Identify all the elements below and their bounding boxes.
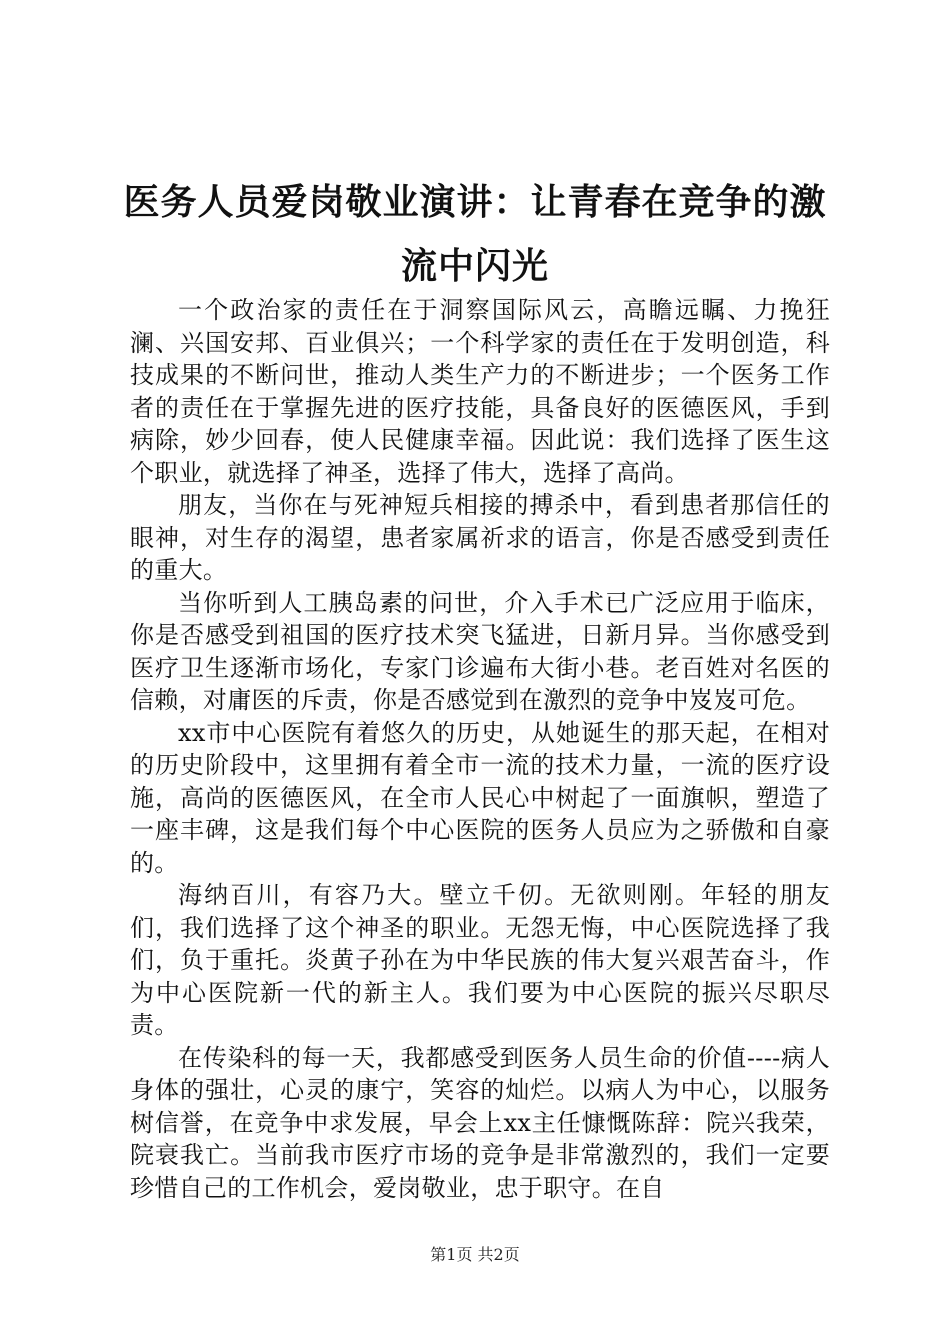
paragraph-4: xx市中心医院有着悠久的历史，从她诞生的那天起，在相对的历史阶段中，这里拥有着全市一流的技术力量，一流的医疗设施，高尚的医德医风，在全市人民心中树起了一面旗帜，塑造了一座丰碑，这是我们每个中心医院的医务人员应为之骄傲和自豪的。 — [130, 718, 830, 877]
paragraph-2: 朋友，当你在与死神短兵相接的搏杀中，看到患者那信任的眼神，对生存的渴望，患者家属祈求的语言，你是否感受到责任的重大。 — [130, 491, 830, 584]
paragraph-1: 一个政治家的责任在于洞察国际风云，高瞻远瞩、力挽狂澜、兴国安邦、百业俱兴；一个科学家的责任在于发明创造，科技成果的不断问世，推动人类生产力的不断进步；一个医务工作者的责任在于掌握先进的医疗技能，具备良好的医德医风，手到病除，妙少回春，使人民健康幸福。因此说：我们选择了医生这个职业，就选择了神圣，选择了伟大，选择了高尚。 — [130, 296, 830, 487]
document-body — [130, 294, 830, 1204]
document-title: 医务人员爱岗敬业演讲：让青春在竞争的激流中闪光 — [123, 181, 827, 287]
paragraph-6: 在传染科的每一天，我都感受到医务人员生命的价值----病人身体的强壮，心灵的康宁，笑容的灿烂。以病人为中心，以服务树信誉，在竞争中求发展，早会上xx主任慷慨陈辞：院兴我荣，院衰我亡。当前我市医疗市场的竞争是非常激烈的，我们一定要珍惜自己的工作机会，爱岗敬业，忠于职守。在自 — [130, 1043, 830, 1202]
page-number-footer: 第1页 共2页 — [430, 1245, 520, 1264]
paragraph-5: 海纳百川，有容乃大。壁立千仞。无欲则刚。年轻的朋友们，我们选择了这个神圣的职业。无怨无悔，中心医院选择了我们，负于重托。炎黄子孙在为中华民族的伟大复兴艰苦奋斗，作为中心医院新一代的新主人。我们要为中心医院的振兴尽职尽责。 — [130, 881, 830, 1039]
paragraph-3: 当你听到人工胰岛素的问世，介入手术已广泛应用于临床，你是否感受到祖国的医疗技术突飞猛进，日新月异。当你感受到医疗卫生逐渐市场化，专家门诊遍布大街小巷。老百姓对名医的信赖，对庸医的斥责，你是否感觉到在激烈的竞争中岌岌可危。 — [130, 588, 830, 714]
